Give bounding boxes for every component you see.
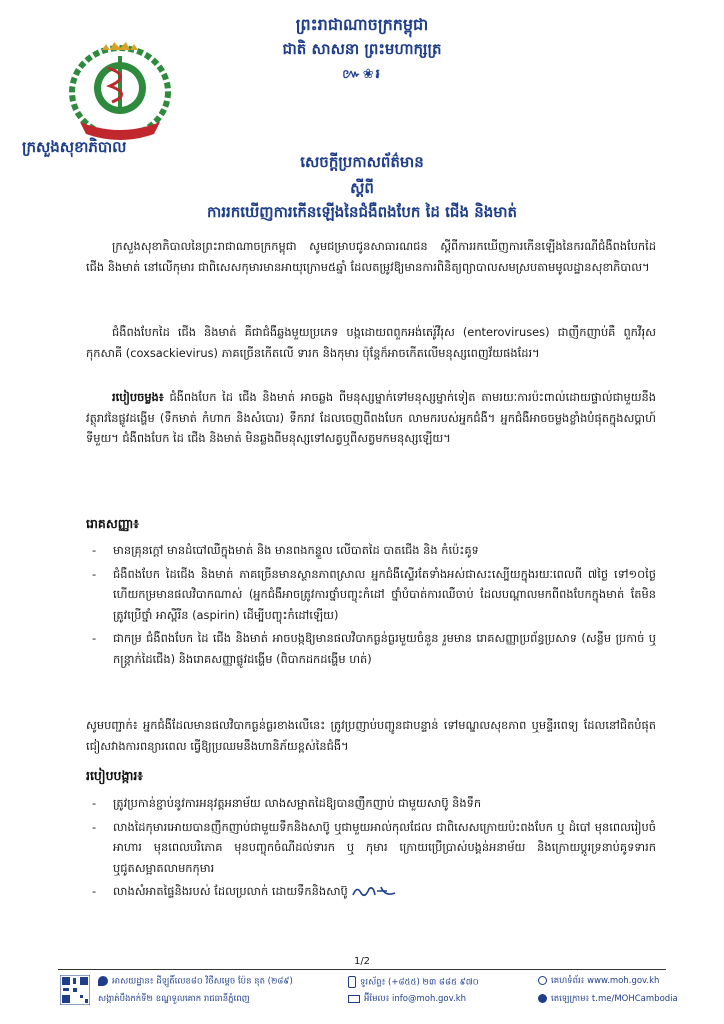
symptoms-heading: រោគសញ្ញា៖: [86, 516, 139, 531]
symptoms-list: [86, 540, 656, 672]
footer-email[interactable]: អ៊ីមែល៖ info@moh.gov.kh: [348, 994, 466, 1006]
qr-code-icon: [60, 975, 90, 1005]
ministry-name: ក្រសួងសុខាភិបាល: [22, 138, 127, 156]
footer-website[interactable]: គេហទំព័រ៖ www.moh.gov.kh: [538, 976, 659, 988]
globe-icon: [538, 976, 547, 985]
list-item: - ជាកម្រ ជំងឺពងបែក ដៃ ជើង និងមាត់ អាចបង្កឱ្យមានផលវិបាកធ្ងន់ធ្ងរមួយចំនួន រួមមាន រោគសញ្ញាប្រព័ន្ធប្រសាទ (សន្លឹម ប្រកាច់ ឬ កន្ត្រាក់ដៃជើង) និងរោគសញ្ញាផ្លូវដង្ហើម (ពិបាកដកដង្ហើម ហត់): [92, 631, 656, 666]
prevention-list: [86, 793, 656, 905]
ornament-divider: ៚❀៛: [342, 67, 382, 82]
footer-phone: ទូរស័ព្ទ៖ (+៨៥៥) ២៣ ៨៨៥ ៩៧០: [348, 976, 479, 990]
list-item: - ត្រូវប្រកាន់ខ្ជាប់នូវការអនុវត្តអនាម័យ លាងសម្អាតដៃឱ្យបានញឹកញាប់ ជាមួយសាប៊ូ និងទឹក: [92, 796, 482, 810]
national-motto: ជាតិ សាសនា ព្រះមហាក្សត្រ: [282, 40, 442, 58]
announcement-topic: ការរកឃើញការកើនឡើងនៃជំងឺពងបែក ដៃ ជើង និងមាត់: [206, 203, 518, 221]
list-item: - លាងដៃកុមារអោយបានញឹកញាប់ជាមួយទឹកនិងសាប៊ូ ឬជាមួយអាល់កុលជែល ជាពិសេសក្រោយប៉ះពងបែក ឬ ដំបៅ មុនពេលរៀបចំអាហារ មុនពេលបរិភោគ មុនបញ្ចុកចំណីដល់ទារក ឬ កុមារ ក្រោយប្រើប្រាស់បង្គន់អនាម័យ និងក្រោយប្ដូរទ្រនាប់គូទទារក ឬជូតសម្អាតលាមកកុមារ: [92, 819, 656, 875]
list-item: - មានគ្រុនក្ដៅ មានដំបៅឈឺក្នុងមាត់ និង មានពងកន្ទួល លើបាតដៃ បាតជើង និង កំប៉េះគូទ: [92, 543, 479, 557]
email-icon: [348, 995, 360, 1003]
footer-divider: [58, 969, 666, 970]
footer-address: អាសយដ្ឋាន៖ ដីឡូតិ៍លេខ៨០ វិថីសម្ដេច ប៉ែន នុត (២៨៩): [98, 976, 293, 989]
kingdom-heading: ព្រះរាជាណាចក្រកម្ពុជា: [295, 15, 429, 34]
notice-paragraph: សូមបញ្ជាក់៖ អ្នកជំងឺដែលមានផលវិបាកធ្ងន់ធ្ងរខាងលើនេះ ត្រូវប្រញាប់បញ្ជូនជាបន្ទាន់ ទៅមណ្ឌលសុខភាព ឬមន្ទីរពេទ្យ ដែលនៅជិតបំផុត ជៀសវាងការពន្យារពេល ធ្វើឱ្យប្រឈមនឹងហានិភ័យខ្ពស់នៃជំងឺ។: [86, 718, 656, 753]
footer-telegram[interactable]: តេឡេក្រាម៖ t.me/MOHCambodia: [538, 994, 678, 1006]
list-item: - លាងសំអាតផ្ទៃនិងរបស់ ដែលប្រលាក់ ដោយទឹកនិងសាប៊ូ: [86, 881, 656, 902]
transmission-paragraph: របៀបចម្លង៖ ជំងឺពងបែក ដៃ ជើង និងមាត់ អាចឆ្លង ពីមនុស្សម្នាក់ទៅមនុស្សម្នាក់ទៀត តាមរយៈការប៉ះពាល់ដោយផ្ទាល់ជាមួយនឹងវត្ថុរាវនៃផ្លូវដង្ហើម (ទឹកមាត់ កំហាក និងសំបោរ) ទឹករាវ ដែលចេញពីពងបែក លាមករបស់អ្នកជំងឺ។ អ្នកជំងឺអាចចម្លងខ្លាំងបំផុតក្នុងសប្ដាហ៍ទីមួយ។ ជំងឺពងបែក ដៃ ជើង និងមាត់ មិនឆ្លងពីមនុស្សទៅសត្វឬពីសត្វមកមនុស្សឡើយ។: [86, 390, 656, 445]
intro-paragraph: ក្រសួងសុខាភិបាលនៃព្រះរាជាណាចក្រកម្ពុជា សូមជម្រាបជូនសាធារណជន ស្ដីពីការរកឃើញការកើនឡើងនៃករណីជំងឺពងបែកដៃ ជើង និងមាត់ នៅលើកុមារ ជាពិសេសកុមារមានអាយុក្រោម៥ឆ្នាំ ដែលតម្រូវឱ្យមានការពិនិត្យព្យាបាលសមស្របតាមមូលដ្ឋានសុខាភិបាល។: [86, 239, 656, 274]
phone-icon: [348, 976, 356, 988]
telegram-icon: [538, 994, 547, 1003]
transmission-label: របៀបចម្លង៖: [112, 390, 164, 404]
list-item: - ជំងឺពងបែក ដៃជើង និងមាត់ ភាគច្រើនមានស្ថានភាពស្រាល អ្នកជំងឺស្ទើរតែទាំងអស់ជាសះស្បើយក្នុងរយៈពេលពី ៧ថ្ងៃ ទៅ១០ថ្ងៃ ហើយកម្រមានផលវិបាកណាស់ (អ្នកជំងឺអាចត្រូវការថ្នាំបញ្ចុះកំដៅ ថ្នាំបំបាត់ការឈឺចាប់ ដែលបណ្ដាលមកពីពងបែកក្នុងមាត់ តែមិនត្រូវប្រើថ្នាំ អាស្ពីរីន (aspirin) ដើម្បីបញ្ចុះកំដៅឡើយ): [92, 566, 656, 622]
definition-paragraph: ជំងឺពងបែកដៃ ជើង និងមាត់ គឺជាជំងឺឆ្លងមួយប្រភេទ បង្កដោយពពួកអង់តេរ៉ូវីរុស (enteroviruses) ជាញឹកញាប់គឺ ពួកវីរុសកុកសាគី (coxsackievirus) ភាគច្រើនកើតលើ ទារក និងកុមារ ប៉ុន្តែក៏អាចកើតលើមនុស្សពេញវ័យផងដែរ។: [86, 325, 656, 360]
footer: [0, 972, 724, 1012]
handwritten-initials: [351, 883, 397, 901]
page-number: 1/2: [353, 956, 371, 967]
location-icon: [98, 976, 108, 986]
footer-address-line2: សង្កាត់បឹងកក់ទី២ ខណ្ឌទួលគោក រាជធានីភ្នំពេញ: [98, 994, 250, 1004]
prevention-heading: របៀបបង្ការ៖: [86, 768, 143, 783]
announcement-title: សេចក្ដីប្រកាសព័ត៌មាន: [300, 153, 424, 171]
announcement-subtitle: ស្ដីពី: [350, 179, 374, 197]
